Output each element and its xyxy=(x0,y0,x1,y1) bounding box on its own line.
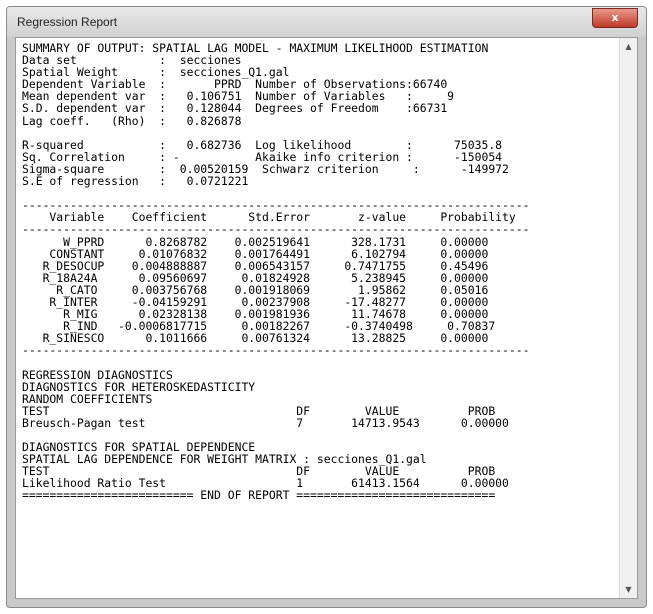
report-line: S.E of regression : 0.0721221 xyxy=(22,174,249,189)
report-line: R_IND -0.0006817715 0.00182267 -0.3740498 0.70837 xyxy=(22,319,496,334)
scroll-down-icon[interactable]: ▼ xyxy=(625,585,632,594)
title-bar[interactable] xyxy=(7,7,646,37)
report-line: -------------------------------------------------------------------------- xyxy=(22,198,530,213)
report-line: Dependent Variable : PPRD Number of Observations:66740 xyxy=(22,77,448,92)
report-line: Lag coeff. (Rho) : 0.826878 xyxy=(22,113,242,128)
report-line: R_INTER -0.04159291 0.00237908 -17.48277 0.00000 xyxy=(22,294,489,309)
report-line: Mean dependent var : 0.106751 Number of Variables : 9 xyxy=(22,89,455,104)
report-line: R-squared : 0.682736 Log likelihood : 75035.8 xyxy=(22,137,503,152)
report-line: S.D. dependent var : 0.128044 Degrees of Freedom :66731 xyxy=(22,101,448,116)
report-line: RANDOM COEFFICIENTS xyxy=(22,391,153,406)
report-line: Sq. Correlation : - Akaike info criterion : -150054 xyxy=(22,149,503,164)
window-title: Regression Report xyxy=(17,15,118,29)
report-line: SPATIAL LAG DEPENDENCE FOR WEIGHT MATRIX : secciones_Q1.gal xyxy=(22,452,427,467)
scroll-up-icon[interactable]: ▲ xyxy=(625,42,632,51)
report-line: Spatial Weight : secciones_Q1.gal xyxy=(22,65,290,80)
report-line: Breusch-Pagan test 7 14713.9543 0.00000 xyxy=(22,415,509,430)
report-line: -------------------------------------------------------------------------- xyxy=(22,343,530,358)
report-line: R_CATO 0.003756768 0.001918069 1.95862 0.05016 xyxy=(22,282,489,297)
report-line: R_SINESCO 0.1011666 0.00761324 13.28825 0.00000 xyxy=(22,331,489,346)
report-line: Sigma-square : 0.00520159 Schwarz criterion : -149972 xyxy=(22,161,509,176)
report-line: Likelihood Ratio Test 1 61413.1564 0.00000 xyxy=(22,476,509,491)
report-line: REGRESSION DIAGNOSTICS xyxy=(22,367,173,382)
report-area xyxy=(15,37,638,599)
report-line: ========================= END OF REPORT ============================= xyxy=(22,488,496,503)
report-line: R_18A24A 0.09560697 0.01824928 5.238945 0.00000 xyxy=(22,270,489,285)
report-line: R_MIG 0.02328138 0.001981936 11.74678 0.00000 xyxy=(22,307,489,322)
report-line xyxy=(22,127,529,139)
report-line: TEST DF VALUE PROB xyxy=(22,403,496,418)
vertical-scrollbar[interactable] xyxy=(619,38,637,598)
report-line: Data set : secciones xyxy=(22,53,242,68)
report-line: R_DESOCUP 0.004888887 0.006543157 0.7471755 0.45496 xyxy=(22,258,489,273)
report-line: CONSTANT 0.01076832 0.001764491 6.102794 0.00000 xyxy=(22,246,489,261)
report-text xyxy=(22,42,529,502)
report-line: -------------------------------------------------------------------------- xyxy=(22,222,530,237)
report-line xyxy=(22,356,529,368)
report-line: Variable Coefficient Std.Error z-value Probability xyxy=(22,210,516,225)
report-line: SUMMARY OF OUTPUT: SPATIAL LAG MODEL - MAXIMUM LIKELIHOOD ESTIMATION xyxy=(22,41,489,55)
report-line: DIAGNOSTICS FOR HETEROSKEDASTICITY xyxy=(22,379,256,394)
report-line: TEST DF VALUE PROB xyxy=(22,464,496,479)
report-line: DIAGNOSTICS FOR SPATIAL DEPENDENCE xyxy=(22,440,256,455)
close-button[interactable]: x xyxy=(592,8,638,28)
report-window xyxy=(6,6,647,608)
report-line: W_PPRD 0.8268782 0.002519641 328.1731 0.00000 xyxy=(22,234,489,249)
